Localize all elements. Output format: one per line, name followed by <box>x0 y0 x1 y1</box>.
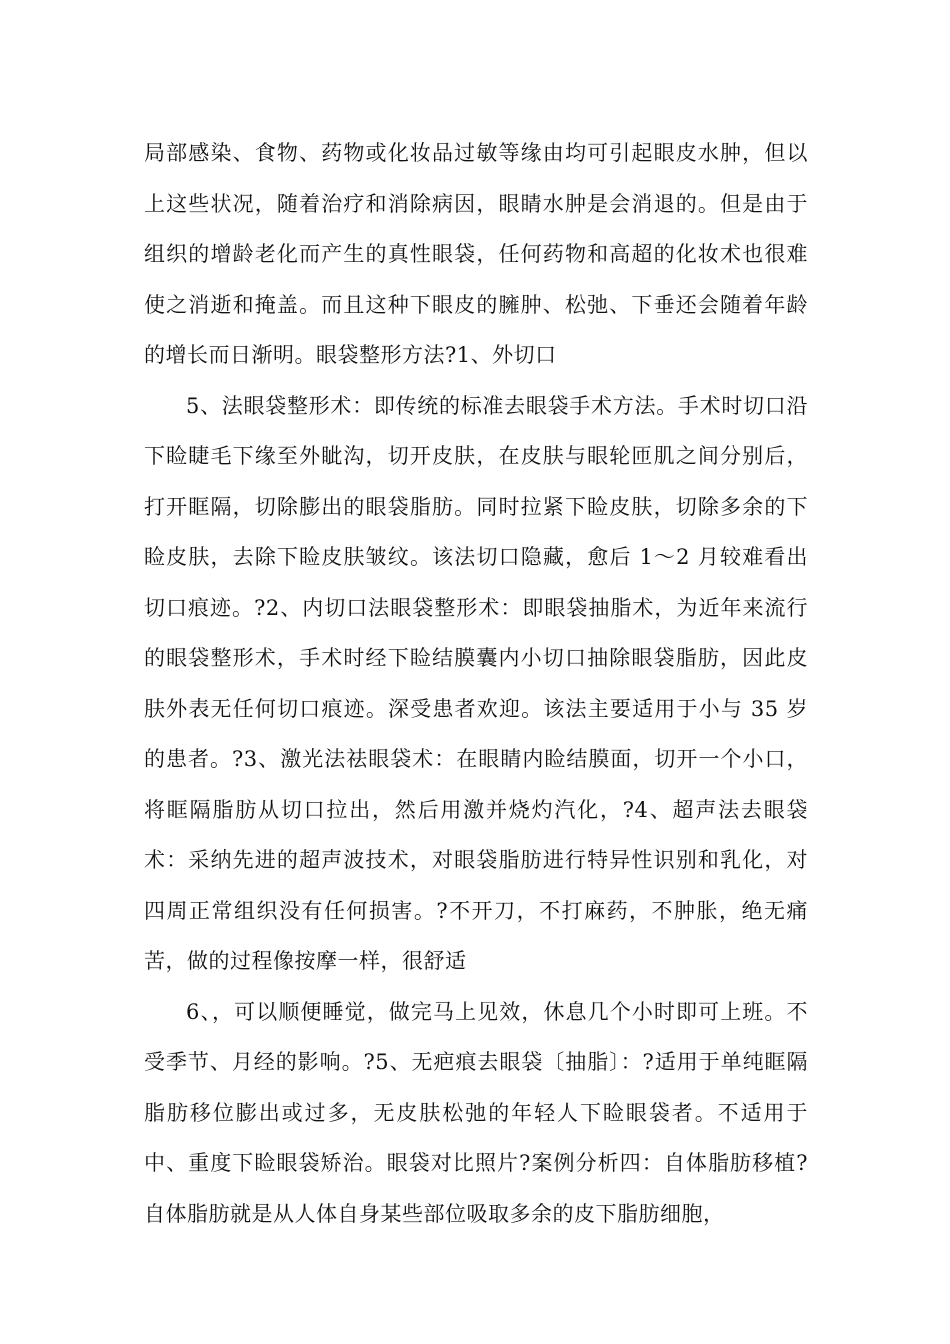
paragraph-2: 5、法眼袋整形术：即传统的标准去眼袋手术方法。手术时切口沿下睑睫毛下缘至外眦沟，切开皮肤，在皮肤与眼轮匝肌之间分别后，打开眶隔，切除膨出的眼袋脂肪。同时拉紧下睑皮肤，切除多余的下睑皮肤，去除下睑皮肤皱纹。该法切口隐藏，愈后 1～2 月较难看出切口痕迹。?2、内切口法眼袋整形术：即眼袋抽脂术，为近年来流行的眼袋整形术，手术时经下睑结膜囊内小切口抽除眼袋脂肪，因此皮肤外表无任何切口痕迹。深受患者欢迎。该法主要适用于小与 35 岁的患者。?3、激光法祛眼袋术：在眼睛内睑结膜面，切开一个小口，将眶隔脂肪从切口拉出，然后用激并烧灼汽化，?4、超声法去眼袋术：采纳先进的超声波技术，对眼袋脂肪进行特异性识别和乳化，对四周正常组织没有任何损害。?不开刀，不打麻药，不肿胀，绝无痛苦，做的过程像按摩一样，很舒适 <box>144 393 808 973</box>
paragraph-3: 6、，可以顺便睡觉，做完马上见效，休息几个小时即可上班。不受季节、月经的影响。?5、无疤痕去眼袋〔抽脂〕：?适用于单纯眶隔脂肪移位膨出或过多，无皮肤松弛的年轻人下睑眼袋者。不适用于中、重度下睑眼袋矫治。眼袋对比照片?案例分析四：自体脂肪移植?自体脂肪就是从人体自身某些部位吸取多余的皮下脂肪细胞， <box>144 999 808 1226</box>
paragraph-1: 局部感染、食物、药物或化妆品过敏等缘由均可引起眼皮水肿，但以上这些状况，随着治疗和消除病因，眼睛水肿是会消退的。但是由于组织的增龄老化而产生的真性眼袋，任何药物和高超的化妆术也很难使之消逝和掩盖。而且这种下眼皮的臃肿、松弛、下垂还会随着年龄的增长而日渐明。眼袋整形方法?1、外切口 <box>144 141 808 367</box>
document-body <box>144 128 808 1239</box>
